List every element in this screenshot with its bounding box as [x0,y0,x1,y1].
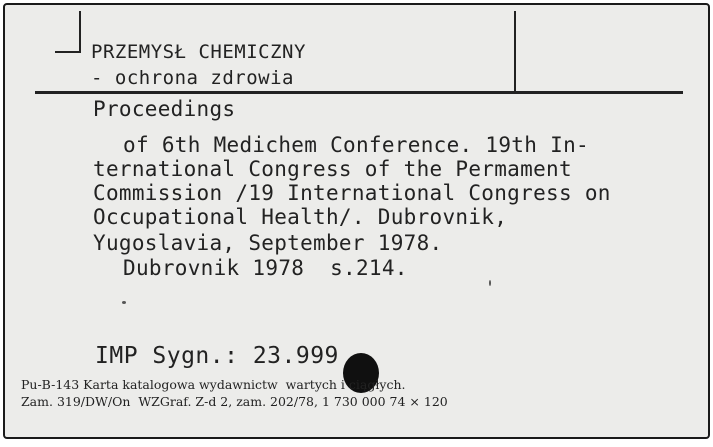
entry-line: Yugoslavia, September 1978. [93,231,443,255]
paper-speck [122,301,126,304]
corner-vertical-rule [79,11,81,53]
entry-line: ternational Congress of the Permament [93,157,572,181]
subject-heading: PRZEMYSŁ CHEMICZNY [91,41,306,63]
paper-speck [489,280,491,286]
entry-line: Occupational Health/. Dubrovnik, [93,205,508,229]
subject-subheading: - ochrona zdrowia [91,67,294,89]
corner-horizontal-rule [55,51,81,53]
entry-line: of 6th Medichem Conference. 19th In- [123,133,589,157]
printer-imprint: Pu-B-143 Karta katalogowa wydawnictw wartych i ciągłych. [21,377,406,392]
entry-line: Proceedings [93,97,236,121]
header-right-rule [514,11,516,91]
header-rule [35,91,683,94]
catalog-card [3,3,710,439]
entry-line: Commission /19 International Congress on [93,181,611,205]
entry-line: Dubrovnik 1978 s.214. [123,256,408,280]
shelf-signature: IMP Sygn.: 23.999 [95,343,339,369]
printer-order-info: Zam. 319/DW/On WZGraf. Z-d 2, zam. 202/78, 1 730 000 74 × 120 [21,394,448,409]
